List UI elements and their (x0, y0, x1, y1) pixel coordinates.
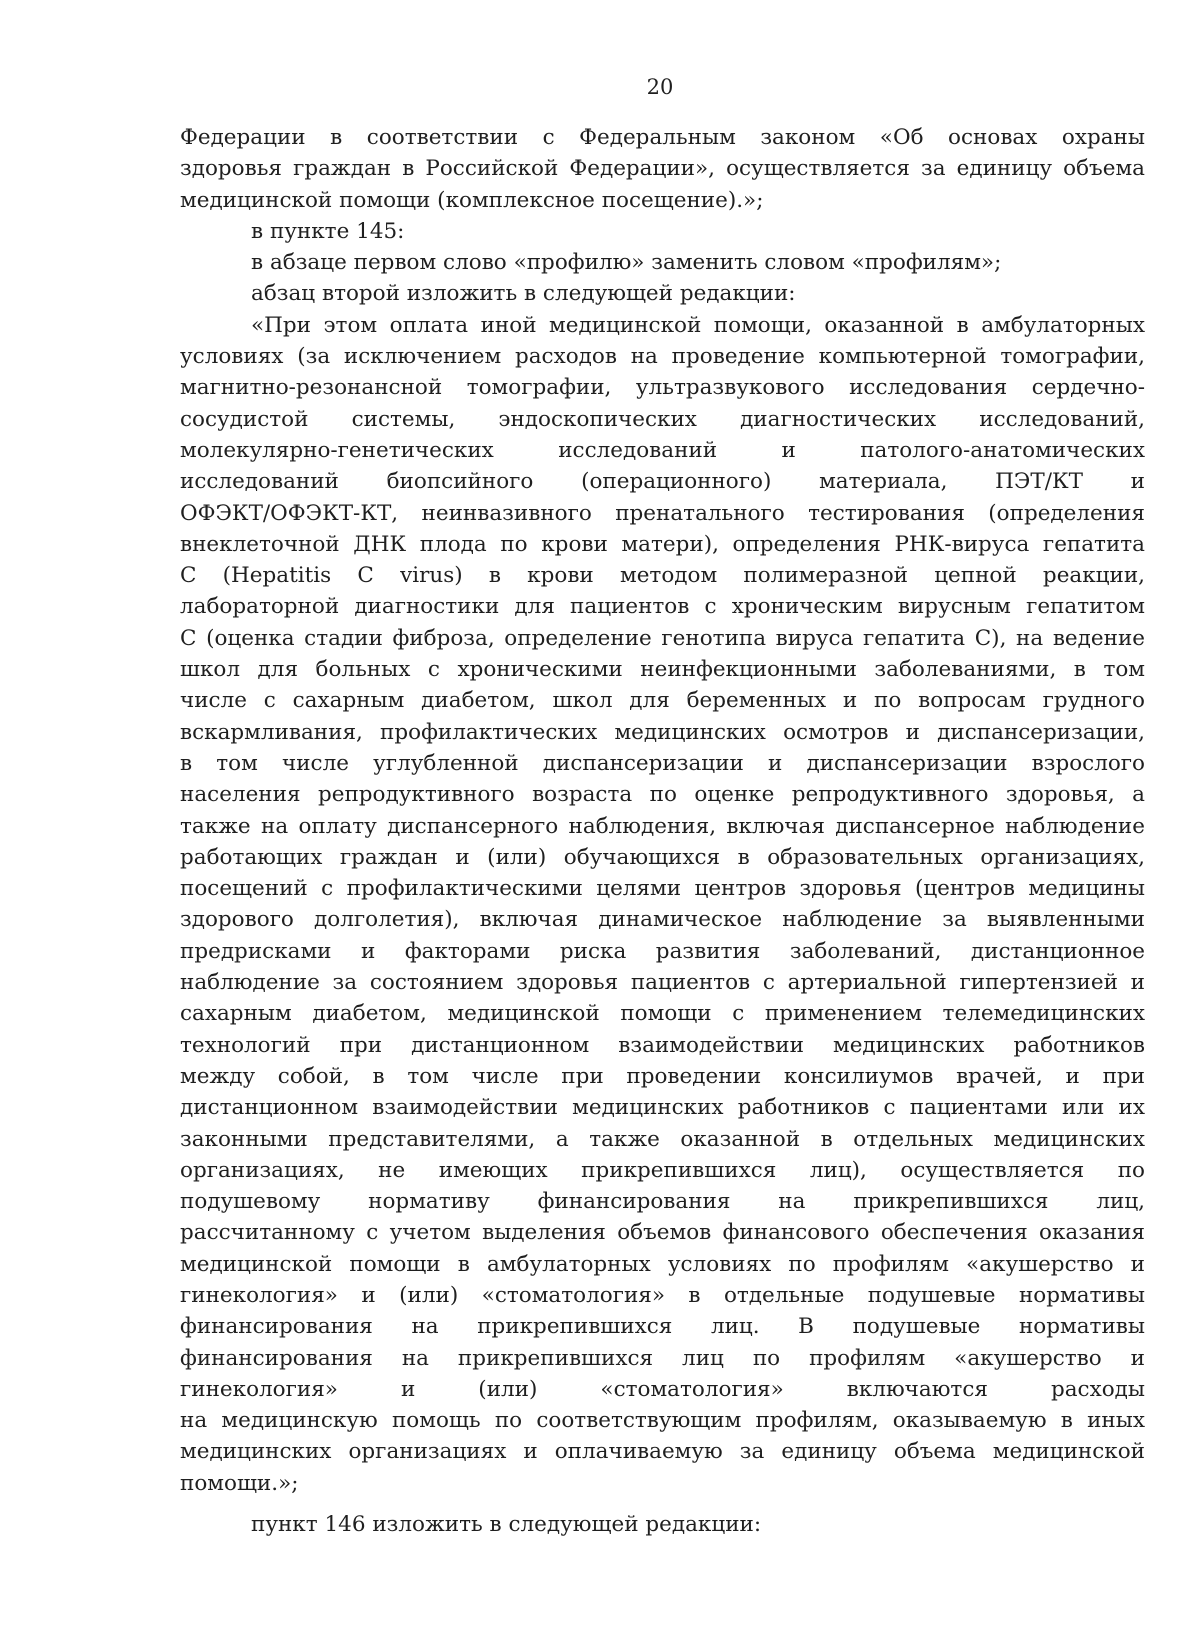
text-line: дистанционном взаимодействии медицинских работников с пациентами или их (180, 1095, 1145, 1121)
text-line: наблюдение за состоянием здоровья пациентов с артериальной гипертензией и (180, 970, 1145, 996)
text-line: лабораторной диагностики для пациентов с хроническим вирусным гепатитом (180, 594, 1145, 620)
text-line: финансирования на прикрепившихся лиц. В подушевые нормативы (180, 1314, 1145, 1340)
text-line: между собой, в том числе при проведении консилиумов врачей, и при (180, 1063, 1145, 1089)
text-line: сосудистой системы, эндоскопических диагностических исследований, (180, 406, 1145, 432)
document-body (180, 122, 1145, 1540)
text-line: исследований биопсийного (операционного) материала, ПЭТ/КТ и (180, 469, 1145, 495)
text-line: магнитно-резонансной томографии, ультразвукового исследования сердечно- (180, 375, 1145, 401)
text-line: законными представителями, а также оказанной в отдельных медицинских (180, 1126, 1145, 1152)
page-number: 20 (646, 75, 674, 99)
paragraph-gap (180, 1499, 1145, 1509)
text-line: помощи.»; (180, 1470, 299, 1496)
text-line: абзац второй изложить в следующей редакции: (251, 281, 796, 307)
text-line: здоровья граждан в Российской Федерации», осуществляется за единицу объема (180, 156, 1145, 182)
text-line: подушевому нормативу финансирования на прикрепившихся лиц, (180, 1189, 1145, 1215)
text-line: на медицинскую помощь по соответствующим профилям, оказываемую в иных (180, 1408, 1145, 1434)
text-line: организациях, не имеющих прикрепившихся лиц), осуществляется по (180, 1157, 1145, 1183)
text-line: пункт 146 изложить в следующей редакции: (251, 1512, 762, 1538)
text-line: условиях (за исключением расходов на проведение компьютерной томографии, (180, 344, 1145, 370)
text-line: гинекология» и (или) «стоматология» включаются расходы (180, 1376, 1145, 1402)
text-line: вскармливания, профилактических медицинских осмотров и диспансеризации, (180, 719, 1145, 745)
text-line: в абзаце первом слово «профилю» заменить словом «профилям»; (251, 250, 1002, 276)
text-line: молекулярно-генетических исследований и патолого-анатомических (180, 437, 1145, 463)
text-line: медицинской помощи (комплексное посещение).»; (180, 187, 764, 213)
text-line: C (Hepatitis C virus) в крови методом полимеразной цепной реакции, (180, 563, 1145, 589)
text-line: сахарным диабетом, медицинской помощи с применением телемедицинских (180, 1001, 1145, 1027)
text-line: «При этом оплата иной медицинской помощи, оказанной в амбулаторных (251, 312, 1145, 338)
text-line: школ для больных с хроническими неинфекционными заболеваниями, в том (180, 657, 1145, 683)
text-line: финансирования на прикрепившихся лиц по профилям «акушерство и (180, 1345, 1145, 1371)
text-line: в пункте 145: (251, 218, 405, 244)
text-line: работающих граждан и (или) обучающихся в образовательных организациях, (180, 844, 1145, 870)
text-line: гинекология» и (или) «стоматология» в отдельные подушевые нормативы (180, 1282, 1145, 1308)
text-line: также на оплату диспансерного наблюдения, включая диспансерное наблюдение (180, 813, 1145, 839)
text-line: посещений с профилактическими целями центров здоровья (центров медицины (180, 876, 1145, 902)
text-line: Федерации в соответствии с Федеральным законом «Об основах охраны (180, 125, 1145, 150)
text-line: технологий при дистанционном взаимодействии медицинских работников (180, 1032, 1145, 1058)
text-line: предрисками и факторами риска развития заболеваний, дистанционное (180, 938, 1145, 964)
text-line: ОФЭКТ/ОФЭКТ-КТ, неинвазивного пренатального тестирования (определения (180, 500, 1145, 526)
text-line: числе с сахарным диабетом, школ для беременных и по вопросам грудного (180, 688, 1145, 714)
text-line: внеклеточной ДНК плода по крови матери), определения РНК-вируса гепатита (180, 531, 1145, 557)
text-line: в том числе углубленной диспансеризации и диспансеризации взрослого (180, 750, 1145, 776)
text-line: населения репродуктивного возраста по оценке репродуктивного здоровья, а (180, 782, 1145, 808)
text-line: медицинской помощи в амбулаторных условиях по профилям «акушерство и (180, 1251, 1145, 1277)
text-line: медицинских организациях и оплачиваемую за единицу объема медицинской (180, 1439, 1145, 1465)
text-line: рассчитанному с учетом выделения объемов финансового обеспечения оказания (180, 1220, 1145, 1246)
text-line: C (оценка стадии фиброза, определение генотипа вируса гепатита C), на ведение (180, 625, 1145, 651)
text-line: здорового долголетия), включая динамическое наблюдение за выявленными (180, 907, 1145, 933)
